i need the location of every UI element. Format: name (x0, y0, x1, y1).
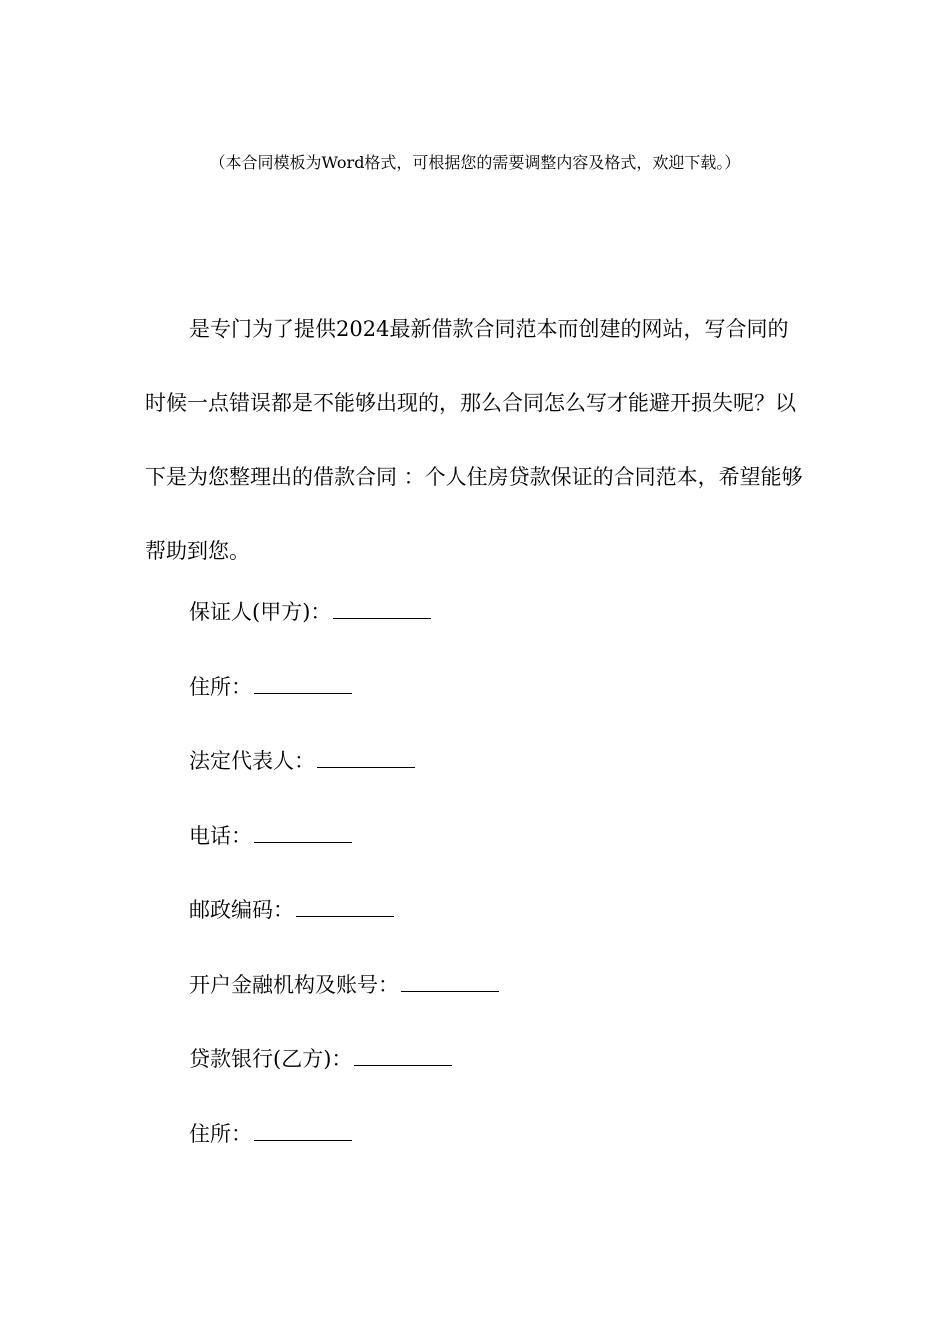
field-postal-code (189, 888, 809, 963)
contract-fields (189, 590, 809, 1186)
field-guarantor-address (189, 665, 809, 740)
field-label: 开户金融机构及账号： (189, 972, 399, 997)
fill-blank[interactable] (401, 971, 499, 992)
fill-blank[interactable] (254, 673, 352, 694)
field-guarantor (189, 590, 809, 665)
field-label: 电话： (189, 823, 252, 848)
fill-blank[interactable] (254, 822, 352, 843)
intro-paragraph: 是专门为了提供2024最新借款合同范本而创建的网站，写合同的时候一点错误都是不能够出现的，那么合同怎么写才能避开损失呢？以下是为您整理出的借款合同 ：个人住房贷款保证的合同范本，希望能够帮助到您。 (145, 317, 803, 563)
field-bank-account (189, 963, 809, 1038)
fill-blank[interactable] (254, 1120, 352, 1141)
fill-blank[interactable] (354, 1045, 452, 1066)
field-label: 住所： (189, 1121, 252, 1146)
field-label: 法定代表人： (189, 749, 315, 773)
fill-blank[interactable] (333, 598, 431, 619)
fill-blank[interactable] (296, 896, 394, 917)
field-phone (189, 814, 809, 889)
format-note: （本合同模板为Word格式，可根据您的需要调整内容及格式，欢迎下载。） (209, 153, 741, 172)
fill-blank[interactable] (317, 747, 415, 768)
field-label: 住所： (189, 674, 252, 699)
field-lending-bank (189, 1037, 809, 1112)
field-label: 保证人(甲方)： (189, 600, 332, 624)
field-legal-representative (189, 739, 809, 814)
field-bank-address (189, 1112, 809, 1187)
field-label: 贷款银行(乙方)： (189, 1047, 353, 1071)
field-label: 邮政编码： (189, 898, 294, 922)
